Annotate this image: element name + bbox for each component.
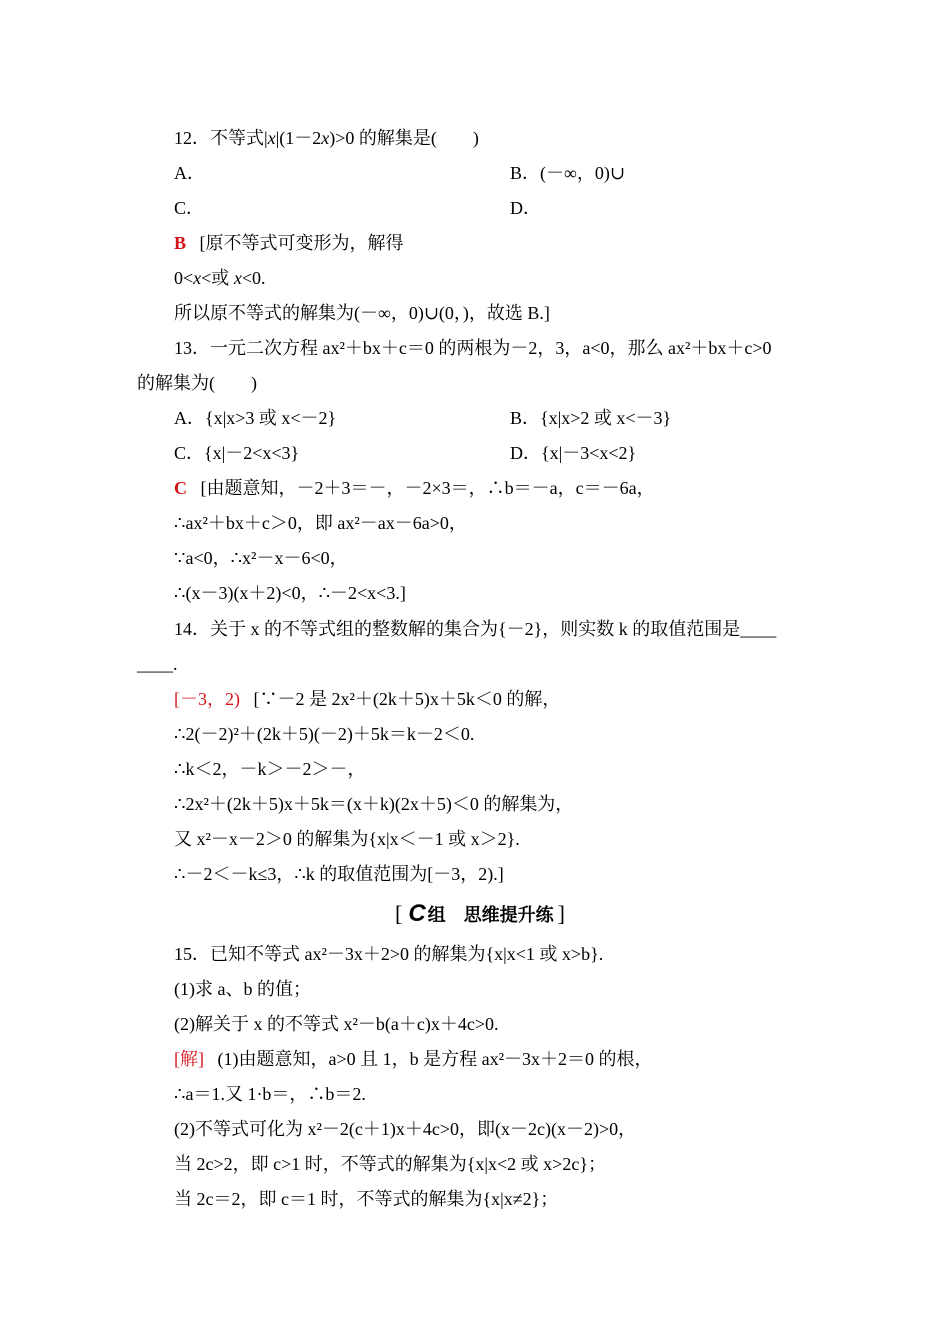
q14-answer-line-6: ∴－2＜－k≤3，∴k 的取值范围为[－3，2).] bbox=[174, 864, 504, 884]
q12-answer-line-2: 0<x<或 x<0. bbox=[174, 268, 266, 288]
q14-answer-line-5: 又 x²－x－2＞0 的解集为{x|x＜－1 或 x＞2}. bbox=[174, 829, 520, 849]
q13-answer-line-3: ∵a<0，∴x²－x－6<0， bbox=[174, 548, 348, 568]
section-left-bracket: [ bbox=[395, 901, 403, 926]
q13-option-b: B．{x|x>2 或 x<－3} bbox=[510, 408, 672, 428]
q15-answer-line-2: ∴a＝1.又 1·b＝，∴b＝2. bbox=[174, 1084, 366, 1104]
q12-answer-line-1: B [原不等式可变形为，解得 bbox=[174, 233, 404, 253]
q13-stem-line-2: 的解集为( ) bbox=[137, 373, 257, 393]
q14-answer-line-2: ∴2(－2)²＋(2k＋5)(－2)＋5k＝k－2＜0. bbox=[174, 724, 475, 744]
q15-answer-line-3: (2)不等式可化为 x²－2(c＋1)x＋4c>0，即(x－2c)(x－2)>0， bbox=[174, 1119, 637, 1139]
q13-option-d: D．{x|－3<x<2} bbox=[510, 443, 637, 463]
section-c-letter: C bbox=[408, 900, 426, 927]
q12-option-c: C． bbox=[174, 198, 205, 218]
q13-answer-line-1: C [由题意知，－2＋3＝－，－2×3＝，∴b＝－a，c＝－6a， bbox=[174, 478, 655, 498]
q13-option-a: A．{x|x>3 或 x<－2} bbox=[174, 408, 337, 428]
q15-part-1: (1)求 a、b 的值； bbox=[174, 979, 311, 999]
q13-answer-line-4: ∴(x－3)(x＋2)<0，∴－2<x<3.] bbox=[174, 583, 406, 603]
section-header bbox=[395, 900, 595, 928]
q15-stem: 15．已知不等式 ax²－3x＋2>0 的解集为{x|x<1 或 x>b}. bbox=[174, 944, 604, 964]
section-title: 组 思维提升练 bbox=[427, 905, 554, 925]
q14-answer-line-3: ∴k＜2，－k＞－2＞－， bbox=[174, 759, 366, 779]
q12-answer-line-3: 所以原不等式的解集为(－∞，0)∪(0，)，故选 B.] bbox=[174, 303, 550, 323]
q12-option-d: D． bbox=[510, 198, 541, 218]
q13-option-c: C．{x|－2<x<3} bbox=[174, 443, 300, 463]
q12-option-b: B．(－∞，0)∪ bbox=[510, 163, 625, 183]
q14-stem-line-2: ____. bbox=[137, 654, 178, 674]
q14-stem-line-1: 14．关于 x 的不等式组的整数解的集合为{－2}，则实数 k 的取值范围是____ bbox=[174, 619, 777, 639]
q15-answer-label: [解] bbox=[174, 1049, 204, 1069]
q14-answer-value: [－3，2) bbox=[174, 689, 240, 709]
q14-answer-line-4: ∴2x²＋(2k＋5)x＋5k＝(x＋k)(2x＋5)＜0 的解集为， bbox=[174, 794, 574, 814]
q15-part-2: (2)解关于 x 的不等式 x²－b(a＋c)x＋4c>0. bbox=[174, 1014, 499, 1034]
q13-answer-line-2: ∴ax²＋bx＋c＞0，即 ax²－ax－6a>0， bbox=[174, 513, 467, 533]
q13-answer-letter: C bbox=[174, 478, 187, 498]
q12-stem: 12．不等式|x|(1－2x)>0 的解集是( ) bbox=[174, 128, 479, 148]
q15-answer-line-4: 当 2c>2，即 c>1 时，不等式的解集为{x|x<2 或 x>2c}； bbox=[174, 1154, 606, 1174]
q13-stem-line-1: 13．一元二次方程 ax²＋bx＋c＝0 的两根为－2，3，a<0，那么 ax²＋bx＋c>0 bbox=[174, 338, 772, 358]
q12-option-a: A． bbox=[174, 163, 205, 183]
q15-answer-line-5: 当 2c＝2，即 c＝1 时，不等式的解集为{x|x≠2}； bbox=[174, 1189, 559, 1209]
section-right-bracket: ] bbox=[557, 901, 565, 926]
q15-answer-line-1: [解] (1)由题意知，a>0 且 1，b 是方程 ax²－3x＋2＝0 的根， bbox=[174, 1049, 653, 1069]
q12-answer-letter: B bbox=[174, 233, 187, 253]
q14-answer-line-1: [－3，2) [∵－2 是 2x²＋(2k＋5)x＋5k＜0 的解， bbox=[174, 689, 561, 709]
